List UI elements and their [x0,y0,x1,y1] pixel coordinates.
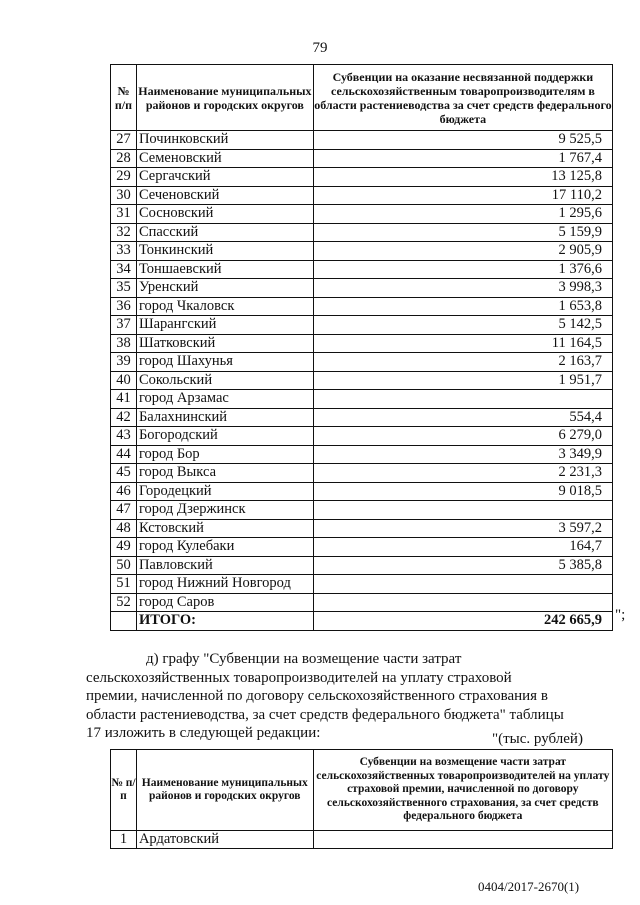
header-number: № п/п [111,750,137,831]
table-header-row [111,750,613,831]
row-number: 44 [111,445,137,464]
table-row [111,390,613,409]
row-municipality: город Кулебаки [136,538,313,557]
amendment-paragraph [86,650,598,743]
table-row [111,427,613,446]
row-municipality: город Арзамас [136,390,313,409]
row-value: 5 159,9 [313,223,612,242]
row-municipality: Сеченовский [136,186,313,205]
row-number: 30 [111,186,137,205]
row-number: 39 [111,353,137,372]
row-value: 554,4 [313,408,612,427]
row-municipality: Богородский [136,427,313,446]
paragraph-line: сельскохозяйственных товаропроизводителей на уплату страховой [86,669,512,686]
row-municipality: Шатковский [136,334,313,353]
row-number: 48 [111,519,137,538]
row-value: 3 998,3 [313,279,612,298]
total-value: 242 665,9 [313,612,612,631]
total-row [111,612,613,631]
row-number: 43 [111,427,137,446]
row-number: 40 [111,371,137,390]
document-number: 0404/2017-2670(1) [478,879,580,894]
row-municipality: Спасский [136,223,313,242]
row-value: 13 125,8 [313,168,612,187]
table-row [111,242,613,261]
row-municipality: Семеновский [136,149,313,168]
row-municipality: город Саров [136,593,313,612]
table-row [111,371,613,390]
page-number: 79 [312,40,328,56]
row-number: 29 [111,168,137,187]
row-value: 3 349,9 [313,445,612,464]
row-municipality: город Бор [136,445,313,464]
row-municipality: Ардатовский [136,831,313,849]
table-row [111,593,613,612]
row-municipality: Шарангский [136,316,313,335]
row-number: 52 [111,593,137,612]
row-municipality: Тоншаевский [136,260,313,279]
row-number: 27 [111,131,137,150]
row-value: 3 597,2 [313,519,612,538]
row-municipality: Уренский [136,279,313,298]
table-row [111,316,613,335]
row-value: 2 905,9 [313,242,612,261]
row-value [313,575,612,594]
row-number: 31 [111,205,137,224]
header-subsidy: Субвенции на возмещение части затрат сельскохозяйственных товаропроизводителей на уплату страховой премии, начисленной по договору сельскохозяйственного страхования, за счет средств федерального бюджета [313,750,612,831]
row-value: 2 163,7 [313,353,612,372]
subsidy-table [110,64,613,631]
header-number: № п/п [111,65,137,131]
row-municipality: Починковский [136,131,313,150]
row-number: 37 [111,316,137,335]
row-number: 49 [111,538,137,557]
table-row [111,575,613,594]
total-number-cell [111,612,137,631]
table-row [111,223,613,242]
table-row [111,168,613,187]
row-value: 6 279,0 [313,427,612,446]
row-number: 32 [111,223,137,242]
row-value [313,501,612,520]
table-row [111,297,613,316]
row-value: 1 653,8 [313,297,612,316]
row-value: 1 951,7 [313,371,612,390]
table-row [111,445,613,464]
table-row [111,408,613,427]
table-row [111,831,613,849]
row-value: 11 164,5 [313,334,612,353]
row-value: 2 231,3 [313,464,612,483]
row-municipality: Балахнинский [136,408,313,427]
header-municipality: Наименование муниципальных районов и городских округов [136,750,313,831]
row-number: 47 [111,501,137,520]
row-number: 46 [111,482,137,501]
row-number: 34 [111,260,137,279]
row-municipality: Городецкий [136,482,313,501]
row-value: 1 767,4 [313,149,612,168]
table-row [111,149,613,168]
row-municipality: город Выкса [136,464,313,483]
row-value: 9 018,5 [313,482,612,501]
table-header-row [111,65,613,131]
paragraph-line: премии, начисленной по договору сельскохозяйственного страхования в [86,688,548,704]
row-municipality: Сосновский [136,205,313,224]
row-municipality: город Дзержинск [136,501,313,520]
header-subsidy: Субвенции на оказание несвязанной поддержки сельскохозяйственным товаропроизводителям в области растениеводства за счет средств федерального бюджета [313,65,612,131]
table-row [111,556,613,575]
table-row [111,279,613,298]
row-number: 38 [111,334,137,353]
table-row [111,482,613,501]
row-value: 1 295,6 [313,205,612,224]
table-row [111,519,613,538]
row-number: 35 [111,279,137,298]
row-municipality: Павловский [136,556,313,575]
header-municipality: Наименование муниципальных районов и городских округов [136,65,313,131]
table-row [111,131,613,150]
row-value [313,593,612,612]
row-number: 42 [111,408,137,427]
table-row [111,464,613,483]
table-row [111,186,613,205]
table-row [111,260,613,279]
row-number: 33 [111,242,137,261]
total-label: ИТОГО: [136,612,313,631]
row-number: 41 [111,390,137,409]
row-municipality: Кстовский [136,519,313,538]
paragraph-line: области растениеводства, за счет средств федерального бюджета" таблицы [86,706,564,723]
row-number: 45 [111,464,137,483]
row-municipality: Сергачский [136,168,313,187]
row-value: 17 110,2 [313,186,612,205]
closing-quote: "; [615,607,626,623]
table-row [111,205,613,224]
row-number: 50 [111,556,137,575]
row-number: 28 [111,149,137,168]
row-value [313,831,612,849]
row-number: 51 [111,575,137,594]
unit-label: "(тыс. рублей) [492,731,583,747]
row-value: 9 525,5 [313,131,612,150]
row-municipality: Сокольский [136,371,313,390]
row-number: 1 [111,831,137,849]
table-row [111,353,613,372]
insurance-subsidy-table [110,749,613,849]
row-municipality: Тонкинский [136,242,313,261]
row-municipality: город Чкаловск [136,297,313,316]
row-municipality: город Нижний Новгород [136,575,313,594]
table-row [111,538,613,557]
row-municipality: город Шахунья [136,353,313,372]
paragraph-line: д) графу "Субвенции на возмещение части затрат [146,651,462,667]
table-row [111,334,613,353]
row-value: 5 142,5 [313,316,612,335]
row-value: 164,7 [313,538,612,557]
row-number: 36 [111,297,137,316]
paragraph-line: 17 изложить в следующей редакции: [86,725,321,741]
row-value [313,390,612,409]
table-row [111,501,613,520]
row-value: 1 376,6 [313,260,612,279]
row-value: 5 385,8 [313,556,612,575]
